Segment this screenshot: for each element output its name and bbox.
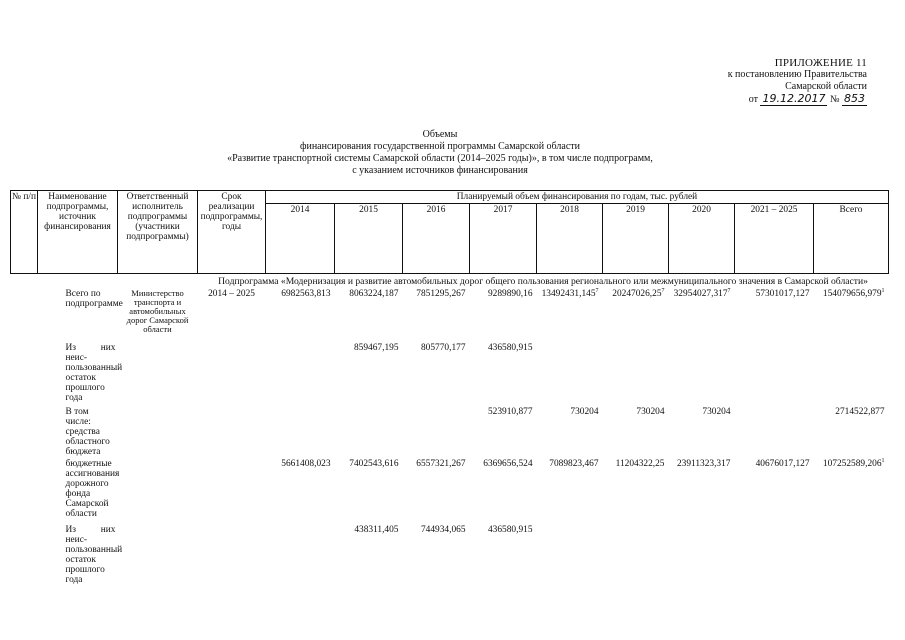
value-cell xyxy=(470,524,537,586)
value-text: 523910,877 xyxy=(487,407,533,417)
value-cell xyxy=(470,406,537,458)
value-text: 11204322,25 xyxy=(615,459,665,469)
value-text: 5661408,023 xyxy=(281,459,331,469)
value-cell xyxy=(537,458,603,524)
value-text: 9289890,16 xyxy=(487,289,533,299)
title-line-1: Объемы xyxy=(422,129,458,140)
value-cell xyxy=(735,458,814,524)
value-cell xyxy=(603,458,669,524)
value-text: 107252589,206 xyxy=(822,459,882,469)
value-text: 6557321,267 xyxy=(416,459,466,469)
value-cell xyxy=(335,406,403,458)
value-cell xyxy=(814,406,889,458)
value-cell xyxy=(403,406,470,458)
row-label: бюджетные ассигнования дорожного фонда Самарской области xyxy=(65,459,120,519)
value-text: 438311,405 xyxy=(354,525,399,535)
value-cell xyxy=(403,458,470,524)
value-text: 805770,177 xyxy=(420,343,466,353)
value-cell xyxy=(266,406,335,458)
value-text: 730204 xyxy=(702,407,731,417)
footnote-mark: 7 xyxy=(595,287,599,294)
appendix-title: ПРИЛОЖЕНИЕ 11 xyxy=(774,57,867,69)
document-title xyxy=(170,129,710,177)
row-label: В том числе: средства областного бюджета xyxy=(65,407,110,457)
value-text: 859467,195 xyxy=(353,343,399,353)
value-cell xyxy=(814,288,889,342)
table-row xyxy=(11,458,889,524)
header-period: Срок реализации подпрограммы, годы xyxy=(198,191,266,274)
value-cell xyxy=(470,342,537,406)
value-cell xyxy=(266,288,335,342)
value-cell xyxy=(335,524,403,586)
appendix-date-line xyxy=(677,93,867,106)
value-cell xyxy=(537,524,603,586)
value-text: 7851295,267 xyxy=(416,289,466,299)
header-year: 2014 xyxy=(266,204,335,274)
financing-table xyxy=(10,190,889,586)
value-text: 8063224,187 xyxy=(349,289,399,299)
value-cell xyxy=(669,342,735,406)
table-row xyxy=(11,342,889,406)
row-executor: Министерство транспорта и автомобильных дорог Самарской области xyxy=(126,288,189,334)
value-cell xyxy=(735,342,814,406)
value-text: 744934,065 xyxy=(420,525,466,535)
table-row xyxy=(11,406,889,458)
table-row xyxy=(11,524,889,586)
value-cell xyxy=(603,406,669,458)
value-cell xyxy=(735,524,814,586)
value-cell xyxy=(403,524,470,586)
value-text: 154079656,979 xyxy=(822,289,882,299)
value-cell xyxy=(335,288,403,342)
value-text: 20247026,25 xyxy=(612,289,662,299)
value-cell xyxy=(266,524,335,586)
appendix-line-2: Самарской области xyxy=(785,81,867,92)
value-cell xyxy=(470,288,537,342)
value-cell xyxy=(537,406,603,458)
value-cell xyxy=(669,458,735,524)
value-text: 436580,915 xyxy=(487,525,533,535)
value-cell xyxy=(537,342,603,406)
header-executor: Ответственный исполнитель подпрограммы (участники подпрограммы) xyxy=(118,191,198,274)
row-period: 2014 – 2025 xyxy=(208,289,255,299)
header-year: 2016 xyxy=(403,204,470,274)
number-prefix: № xyxy=(829,94,840,105)
value-cell xyxy=(669,524,735,586)
header-num: № п/п xyxy=(11,191,38,274)
date-prefix: от xyxy=(748,94,758,105)
value-cell xyxy=(537,288,603,342)
value-text: 57301017,127 xyxy=(755,289,810,299)
value-cell xyxy=(403,342,470,406)
header-year: 2018 xyxy=(537,204,603,274)
header-year: 2019 xyxy=(603,204,669,274)
value-cell xyxy=(266,342,335,406)
handwritten-date: 19.12.2017 xyxy=(762,92,826,105)
value-cell xyxy=(814,458,889,524)
footnote-mark: 7 xyxy=(727,287,731,294)
value-cell xyxy=(814,524,889,586)
title-line-4: с указанием источников финансирования xyxy=(352,165,528,176)
value-text: 32954027,317 xyxy=(673,289,728,299)
row-label: Из них неис- пользованный остаток прошлого года xyxy=(65,525,123,585)
footnote-mark: 1 xyxy=(881,287,885,294)
header-name: Наименование подпрограммы, источник финансирования xyxy=(38,191,118,274)
value-cell xyxy=(669,406,735,458)
row-label: Всего по подпрограмме xyxy=(65,289,123,309)
value-cell xyxy=(470,458,537,524)
appendix-block xyxy=(677,57,867,106)
value-cell xyxy=(603,288,669,342)
value-text: 6369656,524 xyxy=(483,459,533,469)
value-text: 40676017,127 xyxy=(755,459,810,469)
footnote-mark: 1 xyxy=(881,457,885,464)
value-text: 7402543,616 xyxy=(349,459,399,469)
value-text: 7089823,467 xyxy=(549,459,599,469)
value-text: 436580,915 xyxy=(487,343,533,353)
subprogram-title: Подпрограмма «Модернизация и развитие автомобильных дорог общего пользования регионального или межмуниципального значения в Самарской области» xyxy=(218,276,868,287)
title-line-2: финансирования государственной программы Самарской области xyxy=(299,141,580,152)
header-year: 2021 – 2025 xyxy=(735,204,814,274)
value-text: 730204 xyxy=(570,407,599,417)
value-cell xyxy=(266,458,335,524)
header-planned: Планируемый объем финансирования по годам, тыс. рублей xyxy=(266,191,889,204)
value-cell xyxy=(335,342,403,406)
value-text: 23911323,317 xyxy=(676,459,731,469)
handwritten-number: 853 xyxy=(844,92,865,105)
footnote-mark: 7 xyxy=(661,287,665,294)
appendix-line-1: к постановлению Правительства xyxy=(727,69,867,80)
header-total: Всего xyxy=(814,204,889,274)
value-text: 13492431,145 xyxy=(541,289,596,299)
row-label: Из них неис- пользованный остаток прошлого года xyxy=(65,343,123,403)
header-year: 2017 xyxy=(470,204,537,274)
value-cell xyxy=(669,288,735,342)
value-cell xyxy=(603,524,669,586)
value-cell xyxy=(814,342,889,406)
value-cell xyxy=(603,342,669,406)
value-cell xyxy=(403,288,470,342)
title-line-3: «Развитие транспортной системы Самарской области (2014–2025 годы)», в том числе подпрограмм, xyxy=(227,153,653,164)
table-row xyxy=(11,288,889,342)
value-cell xyxy=(735,288,814,342)
header-year: 2015 xyxy=(335,204,403,274)
value-text: 6982563,813 xyxy=(281,289,331,299)
value-cell xyxy=(735,406,814,458)
value-text: 2714522,877 xyxy=(835,407,885,417)
header-year: 2020 xyxy=(669,204,735,274)
value-text: 730204 xyxy=(636,407,665,417)
value-cell xyxy=(335,458,403,524)
